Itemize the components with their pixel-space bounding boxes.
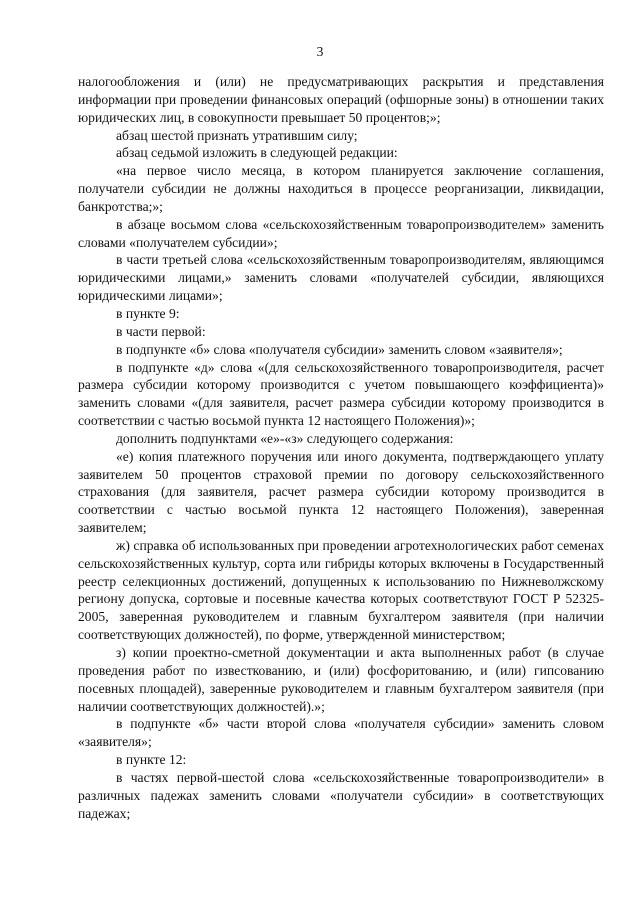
paragraph: в подпункте «д» слова «(для сельскохозяйственного товаропроизводителя, расчет размера субсидии которому производится с учетом повышающего коэффициента)» заменить словами «(для заявителя, расчет размера субсидии которому производится в соответствии с частью восьмой пункта 12 настоящего Положения)»; [78,359,604,429]
paragraph: абзац шестой признать утратившим силу; [116,127,358,143]
paragraph: абзац седьмой изложить в следующей редакции: [116,145,398,161]
page-number: 3 [316,44,324,59]
paragraph: в абзаце восьмом слова «сельскохозяйственным товаропроизводителем» заменить словами «получателем субсидии»; [78,216,604,250]
paragraph: «на первое число месяца, в котором планируется заключение соглашения, получатели субсидии не должны находиться в процессе реорганизации, ликвидации, банкротства;»; [78,163,604,214]
paragraph: налогообложения и (или) не предусматривающих раскрытия и представления информации при проведении финансовых операций (офшорные зоны) в отношении таких юридических лиц, в совокупности превышает 50 процентов;»; [78,74,604,125]
paragraph: з) копии проектно-сметной документации и акта выполненных работ (в случае проведения работ по известкованию, и (или) фосфоритованию, и (или) гипсованию посевных площадей), заверенные руководителем и главным бухгалтером заявителя (при наличии соответствующих должностей).»; [78,645,604,714]
paragraph: дополнить подпунктами «е»-«з» следующего содержания: [116,430,454,446]
paragraph: в подпункте «б» части второй слова «получателя субсидии» заменить словом «заявителя»; [78,716,604,750]
paragraph: в пункте 12: [116,752,187,768]
paragraph: «е) копия платежного поручения или иного документа, подтверждающего уплату заявителем 50 процентов страховой премии по договору сельскохозяйственного страхования (для заявителя, расчет размера субсидии которому производится в соответствии с частью восьмой пункта 12 настоящего Положения), заверенная заявителем; [78,448,604,536]
document-body [78,73,604,822]
paragraph: ж) справка об использованных при проведении агротехнологических работ семенах сельскохозяйственных культур, сорта или гибриды которых включены в Государственный реестр селекционных достижений, допущенных к использованию по Нижневолжскому региону допуска, сортовые и посевные качества которых соответствуют ГОСТ Р 52325-2005, заверенная руководителем и главным бухгалтером заявителя (при наличии соответствующих должностей), по форме, утвержденной министерством; [78,537,604,643]
paragraph: в части первой: [116,323,206,339]
paragraph: в части третьей слова «сельскохозяйственным товаропроизводителям, являющимся юридическими лицами,» заменить словами «получателей субсидии, являющихся юридическими лицами»; [78,252,604,304]
paragraph: в пункте 9: [116,305,180,321]
paragraph: в подпункте «б» слова «получателя субсидии» заменить словом «заявителя»; [116,341,563,357]
paragraph: в частях первой-шестой слова «сельскохозяйственные товаропроизводители» в различных падежах заменить словами «получатели субсидии» в соответствующих падежах; [78,769,604,821]
